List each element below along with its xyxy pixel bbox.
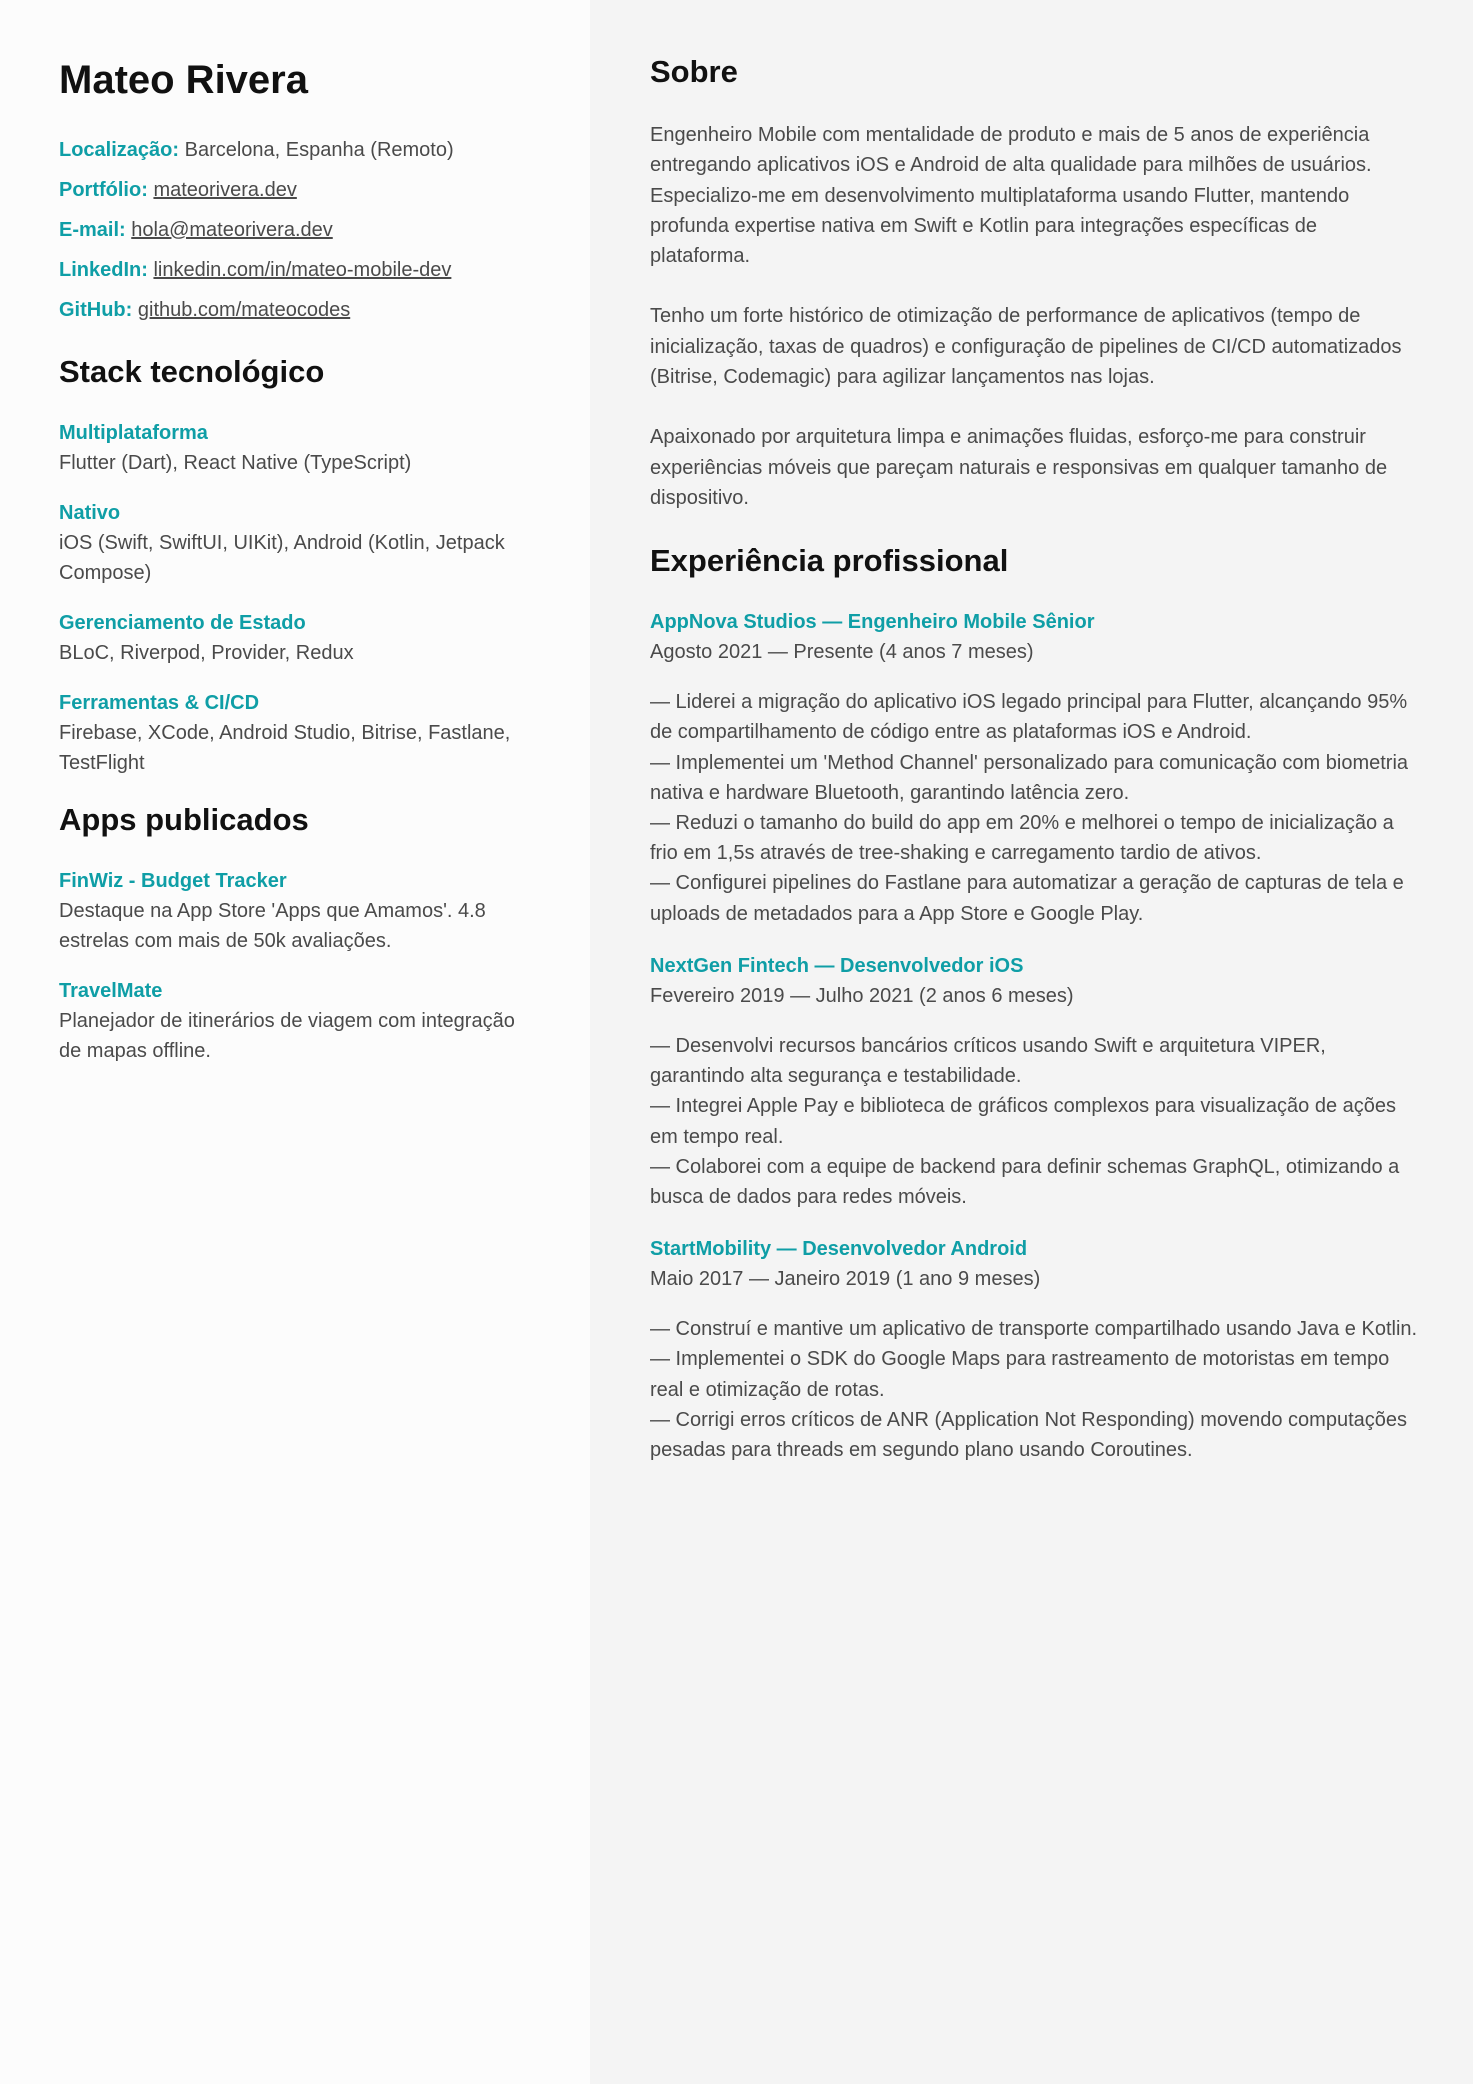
job-bullet: — Configurei pipelines do Fastlane para automatizar a geração de capturas de tela e uploads de metadados para a App Store e Google Play.: [650, 872, 1404, 925]
stack-item-text: BLoC, Riverpod, Provider, Redux: [59, 642, 354, 664]
job-bullet: — Colaborei com a equipe de backend para definir schemas GraphQL, otimizando a busca de dados para redes móveis.: [650, 1155, 1400, 1208]
contact-label: Portfólio:: [59, 179, 148, 201]
job-date: Fevereiro 2019 — Julho 2021 (2 anos 6 meses): [650, 984, 1074, 1007]
linkedin-link[interactable]: linkedin.com/in/mateo-mobile-dev: [153, 259, 452, 281]
stack-item-text: Flutter (Dart), React Native (TypeScript): [59, 452, 412, 474]
job-bullets: [650, 1314, 1418, 1465]
stack-item-text: Firebase, XCode, Android Studio, Bitrise, Fastlane, TestFlight: [59, 722, 511, 774]
job-title: AppNova Studios — Engenheiro Mobile Sênior: [650, 611, 1095, 634]
stack-heading: Stack tecnológico: [59, 354, 325, 389]
stack-item-text: iOS (Swift, SwiftUI, UIKit), Android (Kotlin, Jetpack Compose): [59, 532, 505, 584]
job-bullet: — Implementei o SDK do Google Maps para rastreamento de motoristas em tempo real e otimização de rotas.: [650, 1348, 1390, 1401]
job-bullet: — Desenvolvi recursos bancários críticos usando Swift e arquitetura VIPER, garantindo alta segurança e testabilidade.: [650, 1034, 1326, 1088]
experience-heading: Experiência profissional: [650, 543, 1009, 579]
job-bullet: — Liderei a migração do aplicativo iOS legado principal para Flutter, alcançando 95% de compartilhamento de código entre as plataformas iOS e Android.: [650, 691, 1408, 744]
about-section: [650, 50, 1418, 513]
stack-item: [59, 608, 540, 668]
job-bullets: [650, 687, 1418, 929]
app-item: [59, 866, 540, 956]
contact-label: Localização:: [59, 139, 180, 161]
job-list: [650, 607, 1418, 1465]
stack-item: [59, 418, 540, 478]
about-text: [650, 120, 1418, 513]
job-date: Agosto 2021 — Presente (4 anos 7 meses): [650, 641, 1034, 664]
app-item-title: TravelMate: [59, 980, 163, 1002]
stack-item: [59, 498, 540, 588]
about-paragraph: Engenheiro Mobile com mentalidade de produto e mais de 5 anos de experiência entregando aplicativos iOS e Android de alta qualidade para milhões de usuários. Especializo-me em desenvolvimento multiplataforma usando Flutter, mantendo profunda expertise nativa em Swift e Kotlin para integrações específicas de plataforma.: [650, 124, 1372, 268]
candidate-name: Mateo Rivera: [59, 58, 308, 102]
job-title: NextGen Fintech — Desenvolvedor iOS: [650, 954, 1024, 977]
contact-value: Barcelona, Espanha (Remoto): [184, 139, 454, 161]
github-link[interactable]: github.com/mateocodes: [137, 299, 351, 321]
job-date: Maio 2017 — Janeiro 2019 (1 ano 9 meses): [650, 1268, 1041, 1291]
about-heading: Sobre: [650, 54, 738, 89]
app-item: [59, 976, 540, 1066]
contact-portfolio: [59, 170, 540, 210]
apps-heading: Apps publicados: [59, 802, 309, 837]
job-bullet: — Implementei um 'Method Channel' personalizado para comunicação com biometria nativa e hardware Bluetooth, garantindo latência zero.: [650, 751, 1409, 804]
contact-location: [59, 130, 540, 170]
job-entry: [650, 607, 1418, 929]
contact-label: E-mail:: [59, 219, 126, 241]
job-entry: [650, 951, 1418, 1212]
sidebar: [0, 0, 590, 2084]
job-entry: [650, 1234, 1418, 1465]
app-item-text: Planejador de itinerários de viagem com integração de mapas offline.: [59, 1010, 515, 1062]
job-title: StartMobility — Desenvolvedor Android: [650, 1238, 1028, 1261]
stack-item-title: Multiplataforma: [59, 422, 208, 444]
email-link[interactable]: hola@mateorivera.dev: [131, 219, 333, 241]
contact-list: [59, 130, 540, 330]
job-bullet: — Corrigi erros críticos de ANR (Application Not Responding) movendo computações pesadas para threads em segundo plano usando Coroutines.: [650, 1408, 1408, 1461]
job-bullets: [650, 1031, 1418, 1212]
apps-section: [59, 798, 540, 1066]
app-item-title: FinWiz - Budget Tracker: [59, 870, 287, 892]
job-bullet: — Reduzi o tamanho do build do app em 20% e melhorei o tempo de inicialização a frio em 1,5s através de tree-shaking e carregamento tardio de ativos.: [650, 812, 1394, 865]
job-bullet: — Construí e mantive um aplicativo de transporte compartilhado usando Java e Kotlin.: [650, 1318, 1418, 1341]
job-bullet: — Integrei Apple Pay e biblioteca de gráficos complexos para visualização de ações em tempo real.: [650, 1095, 1396, 1148]
portfolio-link[interactable]: mateorivera.dev: [153, 179, 297, 201]
contact-github: [59, 290, 540, 330]
contact-label: LinkedIn:: [59, 259, 148, 281]
contact-label: GitHub:: [59, 299, 133, 321]
app-item-text: Destaque na App Store 'Apps que Amamos'. 4.8 estrelas com mais de 50k avaliações.: [59, 900, 486, 952]
stack-item: [59, 688, 540, 778]
stack-item-title: Gerenciamento de Estado: [59, 612, 306, 634]
experience-section: [650, 539, 1418, 1465]
contact-email: [59, 210, 540, 250]
stack-item-title: Nativo: [59, 502, 121, 524]
main-content: [590, 0, 1473, 2084]
contact-linkedin: [59, 250, 540, 290]
stack-section: [59, 350, 540, 778]
stack-item-title: Ferramentas & CI/CD: [59, 692, 260, 714]
about-paragraph: Tenho um forte histórico de otimização de performance de aplicativos (tempo de inicialização, taxas de quadros) e configuração de pipelines de CI/CD automatizados (Bitrise, Codemagic) para agilizar lançamentos nas lojas.: [650, 305, 1402, 389]
about-paragraph: Apaixonado por arquitetura limpa e animações fluidas, esforço-me para construir experiências móveis que pareçam naturais e responsivas em qualquer tamanho de dispositivo.: [650, 426, 1388, 509]
